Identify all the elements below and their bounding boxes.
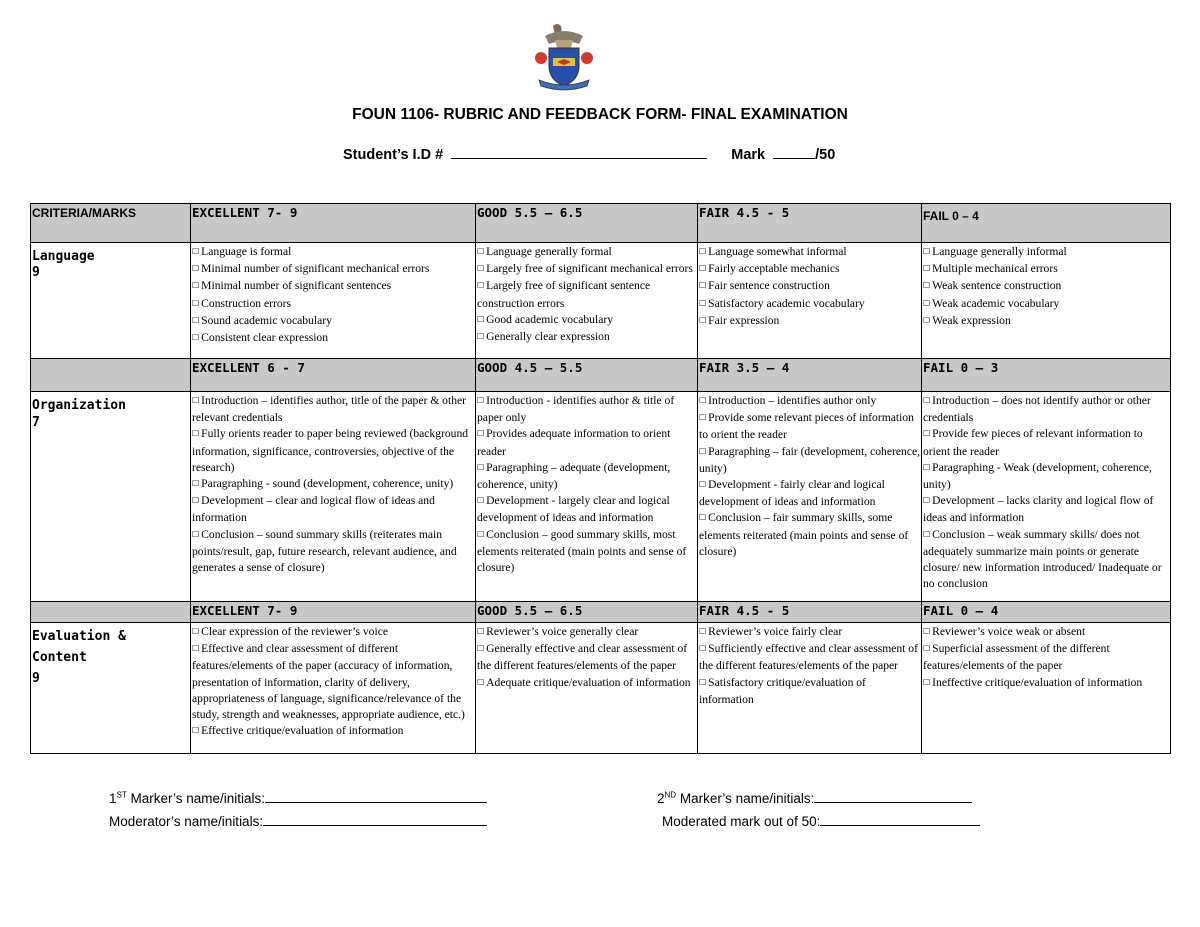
- checkbox-bullet-icon: ☐: [923, 496, 931, 506]
- language-excellent: [191, 243, 476, 359]
- eval-band-fair: FAIR 4.5 - 5: [698, 602, 922, 623]
- checkbox-bullet-icon: ☐: [192, 315, 200, 325]
- organization-band-row: [31, 359, 1171, 392]
- checkbox-bullet-icon: ☐: [477, 627, 485, 636]
- rubric-bullet-item: ☐ Satisfactory academic vocabulary: [699, 296, 865, 310]
- checkbox-bullet-icon: ☐: [192, 644, 200, 654]
- checkbox-bullet-icon: ☐: [923, 462, 931, 472]
- org-band-excellent: EXCELLENT 6 - 7: [191, 359, 476, 392]
- org-band-good: GOOD 4.5 – 5.5: [476, 359, 698, 392]
- checkbox-bullet-icon: ☐: [477, 247, 485, 256]
- crest-flower-left: [535, 52, 547, 64]
- header-criteria: CRITERIA/MARKS: [31, 204, 191, 243]
- moderator-field[interactable]: [263, 813, 487, 826]
- checkbox-bullet-icon: ☐: [477, 644, 485, 654]
- rubric-bullet-item: ☐ Introduction – identifies author, title of the paper & other relevant credentials: [192, 394, 466, 425]
- organization-excellent: [191, 392, 476, 602]
- checkbox-bullet-icon: ☐: [192, 264, 200, 274]
- student-id-field[interactable]: [451, 146, 707, 159]
- crest-helm: [555, 40, 573, 48]
- checkbox-bullet-icon: ☐: [699, 677, 707, 687]
- checkbox-bullet-icon: ☐: [477, 496, 485, 506]
- rubric-bullet-item: ☐ Provide some relevant pieces of information to orient the reader: [699, 411, 914, 442]
- rubric-bullet-item: ☐ Paragraphing – adequate (development, coherence, unity): [477, 460, 671, 492]
- evaluation-band-row: [31, 602, 1171, 623]
- checkbox-bullet-icon: ☐: [923, 429, 931, 439]
- first-marker-line: 1ST Marker’s name/initials:: [109, 790, 487, 806]
- checkbox-bullet-icon: ☐: [699, 513, 707, 523]
- rubric-bullet-item: ☐ Development - largely clear and logical development of ideas and information: [477, 494, 670, 525]
- rubric-bullet-item: ☐ Paragraphing - Weak (development, coherence, unity): [923, 460, 1152, 492]
- rubric-bullet-item: ☐ Paragraphing – fair (development, coherence, unity): [699, 444, 920, 475]
- checkbox-bullet-icon: ☐: [699, 627, 707, 636]
- organization-row: [31, 392, 1171, 602]
- rubric-bullet-item: ☐ Introduction - identifies author & title of paper only: [477, 394, 675, 425]
- rubric-bullet-item: ☐ Conclusion – good summary skills, most elements reiterated (main points and sense of closure): [477, 527, 687, 575]
- rubric-bullet-item: ☐ Largely free of significant mechanical errors: [477, 262, 693, 276]
- organization-fair: [698, 392, 922, 602]
- rubric-bullet-item: ☐ Ineffective critique/evaluation of information: [923, 675, 1143, 689]
- mark-field[interactable]: [773, 146, 815, 159]
- rubric-bullet-item: ☐ Conclusion – fair summary skills, some elements reiterated (main points and sense of closure): [699, 511, 909, 558]
- checkbox-bullet-icon: ☐: [477, 429, 485, 439]
- checkbox-bullet-icon: ☐: [923, 529, 931, 539]
- evaluation-fail: [922, 623, 1171, 754]
- language-good: [476, 243, 698, 359]
- checkbox-bullet-icon: ☐: [477, 314, 485, 324]
- checkbox-bullet-icon: ☐: [192, 479, 200, 489]
- rubric-bullet-item: ☐ Language is formal: [192, 245, 292, 258]
- rubric-bullet-item: ☐ Provides adequate information to orient reader: [477, 427, 671, 458]
- checkbox-bullet-icon: ☐: [192, 627, 200, 636]
- rubric-bullet-item: ☐ Language somewhat informal: [699, 245, 847, 258]
- checkbox-bullet-icon: ☐: [477, 396, 485, 405]
- checkbox-bullet-icon: ☐: [192, 726, 200, 736]
- checkbox-bullet-icon: ☐: [699, 480, 707, 490]
- checkbox-bullet-icon: ☐: [699, 298, 707, 308]
- rubric-bullet-item: ☐ Fairly acceptable mechanics: [699, 262, 840, 276]
- evaluation-row: [31, 623, 1171, 754]
- checkbox-bullet-icon: ☐: [192, 333, 200, 343]
- evaluation-excellent: [191, 623, 476, 754]
- rubric-bullet-item: ☐ Minimal number of significant sentences: [192, 279, 392, 293]
- university-crest-logo: [531, 22, 597, 94]
- checkbox-bullet-icon: ☐: [192, 298, 200, 308]
- rubric-bullet-item: ☐ Superficial assessment of the different features/elements of the paper: [923, 642, 1110, 673]
- checkbox-bullet-icon: ☐: [477, 264, 485, 274]
- checkbox-bullet-icon: ☐: [923, 677, 931, 687]
- crest-shield: [549, 48, 579, 86]
- language-fair: [698, 243, 922, 359]
- checkbox-bullet-icon: ☐: [192, 496, 200, 506]
- rubric-bullet-item: ☐ Conclusion – sound summary skills (reiterates main points/result, gap, future research, relevant audience, and generates a sense of closure): [192, 527, 457, 575]
- rubric-bullet-item: ☐ Language generally informal: [923, 245, 1067, 258]
- rubric-bullet-item: ☐ Construction errors: [192, 296, 292, 310]
- rubric-bullet-item: ☐ Largely free of significant sentence construction errors: [477, 279, 651, 310]
- rubric-bullet-item: ☐ Development – clear and logical flow of ideas and information: [192, 494, 435, 525]
- checkbox-bullet-icon: ☐: [699, 413, 707, 423]
- rubric-bullet-item: ☐ Fair sentence construction: [699, 279, 830, 293]
- evaluation-fair: [698, 623, 922, 754]
- student-id-label: Student’s I.D #: [343, 147, 444, 163]
- rubric-bullet-item: ☐ Consistent clear expression: [192, 331, 329, 345]
- rubric-bullet-item: ☐ Introduction – does not identify author or other credentials: [923, 394, 1151, 425]
- moderated-mark-field[interactable]: [820, 813, 980, 826]
- rubric-bullet-item: ☐ Reviewer’s voice fairly clear: [699, 625, 843, 638]
- rubric-bullet-item: ☐ Fully orients reader to paper being reviewed (background information, significance, controversies, objective of the research): [192, 427, 469, 474]
- checkbox-bullet-icon: ☐: [699, 264, 707, 274]
- language-row: [31, 243, 1171, 359]
- rubric-table: [30, 203, 1171, 754]
- criterion-evaluation: Evaluation & Content 9: [31, 623, 191, 754]
- rubric-bullet-item: ☐ Development - fairly clear and logical development of ideas and information: [699, 478, 885, 509]
- checkbox-bullet-icon: ☐: [923, 247, 931, 256]
- rubric-bullet-item: ☐ Generally clear expression: [477, 330, 610, 344]
- rubric-bullet-item: ☐ Weak academic vocabulary: [923, 296, 1060, 310]
- rubric-bullet-item: ☐ Weak expression: [923, 313, 1011, 327]
- second-marker-field[interactable]: [814, 790, 972, 803]
- rubric-bullet-item: ☐ Provide few pieces of relevant information to orient the reader: [923, 427, 1143, 458]
- checkbox-bullet-icon: ☐: [699, 446, 707, 456]
- header-fail: FAIL 0 – 4: [922, 204, 1171, 243]
- checkbox-bullet-icon: ☐: [923, 281, 931, 291]
- rubric-bullet-item: ☐ Weak sentence construction: [923, 279, 1062, 293]
- checkbox-bullet-icon: ☐: [923, 298, 931, 308]
- moderated-mark-line: Moderated mark out of 50:: [662, 813, 980, 829]
- checkbox-bullet-icon: ☐: [477, 332, 485, 342]
- header-fair: FAIR 4.5 - 5: [698, 204, 922, 243]
- rubric-bullet-item: ☐ Development – lacks clarity and logical flow of ideas and information: [923, 494, 1154, 525]
- org-band-fair: FAIR 3.5 – 4: [698, 359, 922, 392]
- checkbox-bullet-icon: ☐: [699, 247, 707, 256]
- rubric-bullet-item: ☐ Clear expression of the reviewer’s voice: [192, 625, 388, 638]
- checkbox-bullet-icon: ☐: [699, 315, 707, 325]
- checkbox-bullet-icon: ☐: [699, 281, 707, 291]
- rubric-bullet-item: ☐ Adequate critique/evaluation of information: [477, 675, 691, 689]
- rubric-bullet-item: ☐ Satisfactory critique/evaluation of information: [699, 675, 866, 706]
- criterion-language: Language 9: [31, 243, 191, 359]
- checkbox-bullet-icon: ☐: [923, 627, 931, 636]
- checkbox-bullet-icon: ☐: [192, 429, 200, 439]
- rubric-bullet-item: ☐ Language generally formal: [477, 245, 612, 258]
- checkbox-bullet-icon: ☐: [923, 644, 931, 654]
- checkbox-bullet-icon: ☐: [477, 462, 485, 472]
- moderator-line: Moderator’s name/initials:: [109, 813, 487, 829]
- first-marker-field[interactable]: [265, 790, 487, 803]
- checkbox-bullet-icon: ☐: [192, 396, 200, 405]
- crest-flower-right: [581, 52, 593, 64]
- rubric-bullet-item: ☐ Reviewer’s voice generally clear: [477, 625, 639, 638]
- checkbox-bullet-icon: ☐: [923, 396, 931, 405]
- header-excellent: EXCELLENT 7- 9: [191, 204, 476, 243]
- second-marker-line: 2ND Marker’s name/initials:: [657, 790, 972, 806]
- checkbox-bullet-icon: ☐: [699, 396, 707, 405]
- mark-total: /50: [815, 147, 836, 163]
- checkbox-bullet-icon: ☐: [192, 529, 200, 539]
- rubric-bullet-item: ☐ Introduction – identifies author only: [699, 394, 877, 407]
- rubric-bullet-item: ☐ Multiple mechanical errors: [923, 262, 1058, 276]
- eval-band-fail: FAIL 0 – 4: [922, 602, 1171, 623]
- rubric-header-row: [31, 204, 1171, 243]
- rubric-bullet-item: ☐ Good academic vocabulary: [477, 312, 614, 326]
- rubric-bullet-item: ☐ Reviewer’s voice weak or absent: [923, 625, 1086, 638]
- header-good: GOOD 5.5 – 6.5: [476, 204, 698, 243]
- eval-band-good: GOOD 5.5 – 6.5: [476, 602, 698, 623]
- org-band-fail: FAIL 0 – 3: [922, 359, 1171, 392]
- mark-label: Mark: [731, 147, 766, 163]
- rubric-bullet-item: ☐ Conclusion – weak summary skills/ does not adequately summarize main points or generate closure/ new information introduced/ Inadequate or no conclusion: [923, 527, 1162, 591]
- organization-good: [476, 392, 698, 602]
- checkbox-bullet-icon: ☐: [192, 247, 200, 256]
- rubric-bullet-item: ☐ Generally effective and clear assessment of the different features/elements of the paper: [477, 642, 688, 673]
- checkbox-bullet-icon: ☐: [192, 281, 200, 291]
- eval-band-excellent: EXCELLENT 7- 9: [191, 602, 476, 623]
- evaluation-good: [476, 623, 698, 754]
- checkbox-bullet-icon: ☐: [477, 677, 485, 687]
- student-id-line: [343, 146, 835, 163]
- rubric-bullet-item: ☐ Minimal number of significant mechanical errors: [192, 262, 430, 276]
- checkbox-bullet-icon: ☐: [923, 264, 931, 274]
- organization-fail: [922, 392, 1171, 602]
- rubric-bullet-item: ☐ Sound academic vocabulary: [192, 313, 332, 327]
- rubric-bullet-item: ☐ Fair expression: [699, 313, 780, 327]
- criterion-organization: Organization 7: [31, 392, 191, 602]
- rubric-bullet-item: ☐ Effective and clear assessment of different features/elements of the paper (accuracy of information, presentation of information, clarity of delivery, appropriateness of language, significance/relevance of the study, strength and weaknesses, appropriate audience, etc.): [192, 642, 465, 722]
- page-title: FOUN 1106- RUBRIC AND FEEDBACK FORM- FINAL EXAMINATION: [352, 106, 848, 123]
- checkbox-bullet-icon: ☐: [923, 315, 931, 325]
- checkbox-bullet-icon: ☐: [477, 529, 485, 539]
- checkbox-bullet-icon: ☐: [477, 281, 485, 291]
- rubric-bullet-item: ☐ Effective critique/evaluation of information: [192, 724, 404, 738]
- rubric-bullet-item: ☐ Paragraphing - sound (development, coherence, unity): [192, 477, 454, 491]
- rubric-bullet-item: ☐ Sufficiently effective and clear assessment of the different features/elements of the paper: [699, 642, 918, 673]
- checkbox-bullet-icon: ☐: [699, 644, 707, 654]
- language-fail: [922, 243, 1171, 359]
